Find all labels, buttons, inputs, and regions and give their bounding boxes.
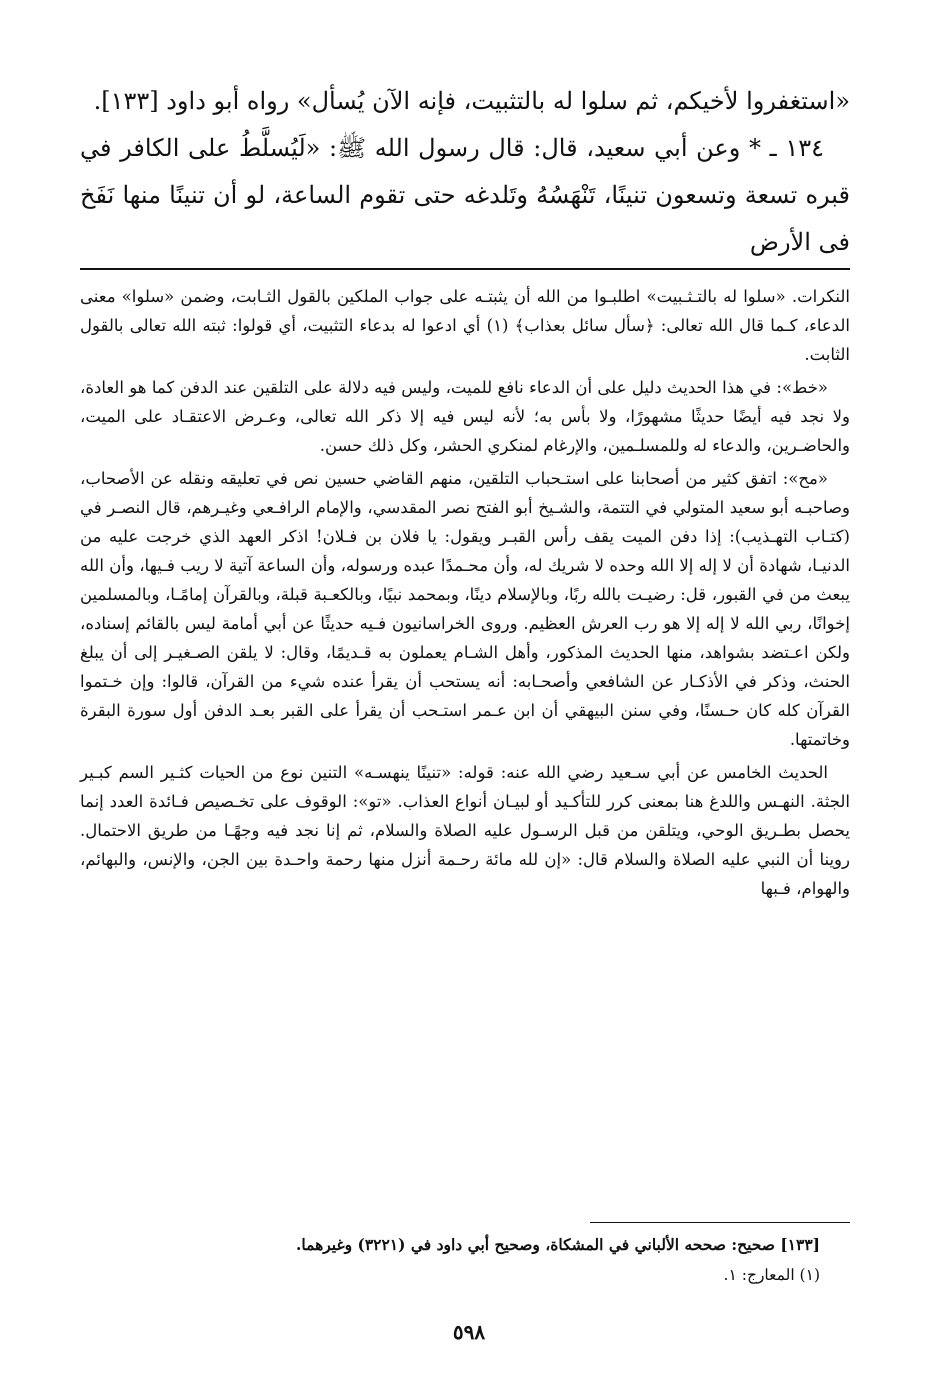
footnotes bbox=[80, 1230, 820, 1290]
commentary bbox=[80, 282, 850, 907]
commentary-paragraph: الحديث الخامس عن أبي سـعيد رضي الله عنه: قوله: «تنينًا ينهسـه» التنين نوع من الحيات كثـير السم كبـير الجثة. النهـس واللدغ هنا بمعنى كرر للتأكـيد أو لبيـان أنواع العذاب. «تو»: الوقوف على تخـصيص فـائدة العدد إنما يحصل بطـريق الوحي، ويتلقن من قبل الرسـول عليه الصلاة والسلام، ثم إنا نجد فيه وجهًـا من طريق الاحتمال. روينا أن النبي عليه الصلاة والسلام قال: «إن لله مائة رحـمة أنزل منها رحمة واحـدة بين الجن، والإنس، والبهائم، والهوام، فـبها bbox=[80, 763, 850, 898]
page-number: ٥٩٨ bbox=[452, 1320, 486, 1344]
hadith-line-133-end: «استغفروا لأخيكم، ثم سلوا له بالتثبيت، فإنه الآن يُسأل» رواه أبو داود [١٣٣]. bbox=[93, 87, 850, 115]
commentary-paragraph: «مح»: اتفق كثير من أصحابنا على استـحباب التلقين، منهم القاضي حسين نص في تعليقه ونقله عن الأصحاب، وصاحبـه أبو سعيد المتولي في التتمة، والشـيخ أبو الفتح نصر المقدسي، والإمام الرافـعي وغيـرهم، قال النصـر في (كتـاب التهـذيب): إذا دفن الميت يقف رأس القبـر ويقول: يا فلان بن فـلان! اذكر العهد الذي خرجت عليه من الدنيـا، شهادة أن لا إله إلا الله وحده لا شريك له، وأن محـمدًا عبده ورسوله، وأن الساعة آتية لا ريب فـيها، وأن الله يبعث من في القبور، قل: رضيـت بالله ربًا، وبالإسلام دينًا، وبمحمد نبيًا، وبالكعـبة قبلة، وبالقرآن إمامًـا، وبالمسلمين إخوانًا، ربي الله لا إله إلا هو رب العرش العظيم. وروى الخراسانيون فـيه حديثًا عن أبي أمامة ليس بالقائم إسناده، ولكن اعـتضد بشواهد، منها الحديث المذكور، وأهل الشـام يعملون به قـديمًا، وقال: لا يلقن الصـغيـر إلى أن يبلغ الحنث، وذكر في الأذكـار عن الشافعي وأصحـابه: أنه يستحب أن يقرأ عنده شيء من القرآن، قالوا: وإن خـتموا القرآن كله كان حـسنًا، وفي سنن البيهقي أن ابن عـمر استـحب أن يقرأ على القبر بعـد الدفن أول سورة البقرة وخاتمتها. bbox=[80, 469, 850, 749]
section-divider bbox=[80, 268, 850, 270]
commentary-paragraph: «خط»: في هذا الحديث دليل على أن الدعاء نافع للميت، وليس فيه دلالة على التلقين عند الدفن كما هو العادة، ولا نجد فيه أيضًا حديثًا مشهورًا، ولا بأس به؛ لأنه ليس فيه إلا ذكر الله تعالى، وعـرض الاعتقـاد على الميت، والحاضـرين، والدعاء له وللمسلـمين، والإرغام لمنكري الحشر، وكل ذلك حسن. bbox=[80, 378, 850, 455]
footnote-1: (١) المعارج: ١. bbox=[723, 1266, 820, 1284]
footnote-divider bbox=[590, 1222, 850, 1223]
hadith-text bbox=[80, 78, 850, 266]
commentary-paragraph: النكرات. «سلوا له بالتـثـبيت» اطلبـوا من الله أن يثبتـه على جواب الملكين بالقول الثـابت، وضمن «سلوا» معنى الدعاء، كـما قال الله تعالى: ﴿سأل سائل بعذاب﴾ (١) أي ادعوا له بدعاء التثبيت، أي قولوا: ثبته الله تعالى بالقول الثابت. bbox=[80, 287, 850, 364]
footnote-hadith-grading: [١٣٣] صحيح: صححه الألباني في المشكاة، وصحيح أبي داود في (٣٢٢١) وغيرهما. bbox=[296, 1235, 820, 1254]
hadith-134: ١٣٤ ـ * وعن أبي سعيد، قال: قال رسول الله ﷺ: «لَيُسلَّطُ على الكافر في قبره تسعة وتسعون تنينًا، تَنْهَسُهُ وتَلدغه حتى تقوم الساعة، لو أن تنينًا منها نَفَخ فى الأرض bbox=[80, 134, 850, 256]
